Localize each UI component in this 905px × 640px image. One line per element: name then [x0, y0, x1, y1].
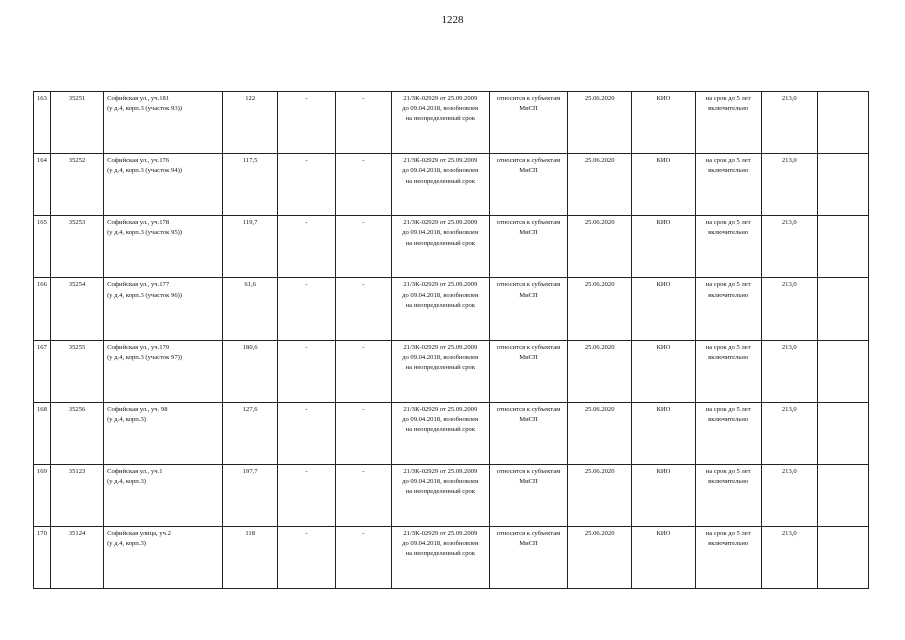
- smsp-status-text: относится к субъектам: [496, 95, 561, 102]
- table-row: [34, 216, 869, 278]
- lease-document-cell: [391, 216, 489, 278]
- smsp-status-cell: [489, 526, 568, 588]
- address-text: (у д.4, корп.3): [107, 477, 146, 485]
- empty-field-1-cell: [278, 340, 335, 402]
- organization-text: КИО: [656, 95, 671, 102]
- lease-document-cell: [391, 402, 489, 464]
- area-cell: [223, 402, 278, 464]
- empty-field-2-text: -: [362, 343, 365, 351]
- empty-field-1-cell: [278, 526, 335, 588]
- address-text: Софийская ул., уч.176: [107, 157, 170, 165]
- decision-date-cell: [568, 216, 632, 278]
- address-cell: [104, 340, 223, 402]
- rate-value-text: 213,0: [781, 343, 797, 351]
- lease-term-text: на срок до 5 лет: [705, 467, 751, 475]
- lease-document-text: до 09.04.2018, возобновлен: [402, 167, 479, 175]
- rate-value-cell: [761, 92, 817, 154]
- empty-field-2-cell: [335, 402, 391, 464]
- object-code-text: 35254: [68, 281, 86, 289]
- empty-field-2-text: -: [362, 219, 365, 227]
- organization-cell: [632, 402, 696, 464]
- smsp-status-cell: [489, 92, 568, 154]
- organization-text: КИО: [656, 281, 671, 289]
- lease-term-text: включительно: [708, 540, 749, 548]
- table-row: [34, 340, 869, 402]
- empty-field-2-text: -: [362, 529, 365, 537]
- address-cell: [104, 216, 223, 278]
- address-text: Софийская ул., уч.177: [107, 281, 170, 289]
- address-cell: [104, 278, 223, 340]
- row-number-cell: [34, 526, 51, 588]
- decision-date-cell: [568, 154, 632, 216]
- object-code-cell: [50, 464, 103, 526]
- lease-document-text: 21/ЗК-02929 от 25.09.2009: [403, 157, 478, 165]
- rate-value-cell: [761, 526, 817, 588]
- lease-document-text: до 09.04.2018, возобновлен: [402, 477, 479, 485]
- extra-column-cell: [817, 154, 868, 216]
- smsp-status-text: относится к субъектам: [496, 157, 561, 165]
- area-cell: [223, 464, 278, 526]
- table-row: [34, 92, 869, 154]
- empty-field-1-cell: [278, 464, 335, 526]
- row-number-text: 169: [37, 467, 47, 475]
- object-code-cell: [50, 340, 103, 402]
- row-number-cell: [34, 464, 51, 526]
- lease-document-text: на неопределенный срок: [405, 426, 476, 434]
- area-cell: [223, 340, 278, 402]
- lease-document-cell: [391, 154, 489, 216]
- object-code-cell: [50, 216, 103, 278]
- smsp-status-cell: [489, 464, 568, 526]
- row-number-cell: [34, 92, 51, 154]
- rate-value-text: 213,0: [781, 281, 797, 289]
- smsp-status-cell: [489, 216, 568, 278]
- decision-date-text: 25.06.2020: [584, 343, 615, 351]
- empty-field-2-text: -: [362, 467, 365, 475]
- lease-term-text: включительно: [708, 167, 749, 175]
- area-text: 127,6: [242, 405, 258, 413]
- lease-document-text: до 09.04.2018, возобновлен: [402, 540, 479, 548]
- address-cell: [104, 154, 223, 216]
- empty-field-2-cell: [335, 340, 391, 402]
- table-row: [34, 526, 869, 588]
- lease-document-text: на неопределенный срок: [405, 488, 476, 496]
- smsp-status-text: относится к субъектам: [496, 405, 561, 413]
- lease-term-text: включительно: [708, 105, 749, 113]
- empty-field-2-text: -: [362, 95, 365, 102]
- rate-value-cell: [761, 402, 817, 464]
- rate-value-cell: [761, 216, 817, 278]
- rate-value-cell: [761, 154, 817, 216]
- lease-term-cell: [695, 278, 761, 340]
- lease-document-text: 21/ЗК-02929 от 25.09.2009: [403, 405, 478, 413]
- object-code-cell: [50, 526, 103, 588]
- decision-date-text: 25.06.2020: [584, 95, 615, 102]
- lease-term-text: на срок до 5 лет: [705, 281, 751, 289]
- area-cell: [223, 216, 278, 278]
- decision-date-cell: [568, 92, 632, 154]
- decision-date-text: 25.06.2020: [584, 157, 615, 165]
- extra-column-cell: [817, 402, 868, 464]
- address-text: Софийская ул., уч.1: [107, 467, 163, 475]
- extra-column-cell: [817, 92, 868, 154]
- lease-document-cell: [391, 92, 489, 154]
- lease-term-text: на срок до 5 лет: [705, 95, 751, 102]
- rate-value-text: 213,0: [781, 467, 797, 475]
- lease-term-cell: [695, 216, 761, 278]
- lease-term-cell: [695, 154, 761, 216]
- organization-text: КИО: [656, 467, 671, 475]
- extra-column-cell: [817, 216, 868, 278]
- object-code-text: 35252: [68, 157, 86, 165]
- row-number-text: 170: [37, 529, 47, 537]
- rate-value-text: 213,0: [781, 157, 797, 165]
- decision-date-text: 25.06.2020: [584, 529, 615, 537]
- organization-cell: [632, 464, 696, 526]
- empty-field-1-cell: [278, 278, 335, 340]
- organization-cell: [632, 526, 696, 588]
- object-code-text: 35124: [68, 529, 86, 537]
- lease-term-text: на срок до 5 лет: [705, 219, 751, 227]
- empty-field-1-cell: [278, 216, 335, 278]
- lease-term-cell: [695, 92, 761, 154]
- area-text: 180,6: [242, 343, 258, 351]
- lease-document-text: на неопределенный срок: [405, 550, 476, 558]
- organization-text: КИО: [656, 405, 671, 413]
- lease-term-cell: [695, 526, 761, 588]
- area-text: 118: [245, 529, 255, 537]
- lease-document-text: до 09.04.2018, возобновлен: [402, 353, 479, 361]
- empty-field-2-cell: [335, 526, 391, 588]
- empty-field-2-text: -: [362, 281, 365, 289]
- area-cell: [223, 278, 278, 340]
- object-code-cell: [50, 402, 103, 464]
- address-text: Софийская улица, уч.2: [107, 529, 171, 537]
- address-cell: [104, 402, 223, 464]
- lease-document-text: на неопределенный срок: [405, 363, 476, 371]
- area-cell: [223, 154, 278, 216]
- empty-field-1-cell: [278, 92, 335, 154]
- area-text: 197,7: [242, 467, 258, 475]
- address-text: (у д.4, корп.3): [107, 540, 146, 548]
- row-number-cell: [34, 340, 51, 402]
- empty-field-2-text: -: [362, 405, 365, 413]
- lease-document-cell: [391, 464, 489, 526]
- smsp-status-cell: [489, 154, 568, 216]
- object-code-cell: [50, 278, 103, 340]
- address-cell: [104, 464, 223, 526]
- address-text: (у д.4, корп.3 (участок 97)): [107, 353, 183, 361]
- lease-term-text: на срок до 5 лет: [705, 405, 751, 413]
- smsp-status-text: МиСП: [519, 540, 538, 548]
- lease-document-cell: [391, 526, 489, 588]
- smsp-status-text: МиСП: [519, 105, 538, 113]
- empty-field-2-cell: [335, 278, 391, 340]
- area-text: 117,5: [242, 157, 258, 165]
- lease-document-text: 21/ЗК-02929 от 25.09.2009: [403, 343, 478, 351]
- lease-document-text: на неопределенный срок: [405, 239, 476, 247]
- organization-cell: [632, 216, 696, 278]
- address-text: (у д.4, корп.3 (участок 95)): [107, 229, 183, 237]
- row-number-cell: [34, 154, 51, 216]
- lease-document-text: на неопределенный срок: [405, 115, 476, 123]
- extra-column-cell: [817, 464, 868, 526]
- lease-document-text: 21/ЗК-02929 от 25.09.2009: [403, 281, 478, 289]
- smsp-status-text: относится к субъектам: [496, 281, 561, 289]
- organization-cell: [632, 340, 696, 402]
- lease-document-text: на неопределенный срок: [405, 301, 476, 309]
- lease-term-text: включительно: [708, 477, 749, 485]
- rate-value-text: 213,0: [781, 219, 797, 227]
- decision-date-cell: [568, 278, 632, 340]
- lease-document-text: до 09.04.2018, возобновлен: [402, 229, 479, 237]
- empty-field-1-text: -: [305, 467, 308, 475]
- lease-term-cell: [695, 464, 761, 526]
- lease-document-text: 21/ЗК-02929 от 25.09.2009: [403, 467, 478, 475]
- row-number-text: 163: [37, 95, 47, 102]
- empty-field-1-text: -: [305, 157, 308, 165]
- area-text: 61,6: [244, 281, 256, 289]
- smsp-status-text: МиСП: [519, 229, 538, 237]
- area-cell: [223, 92, 278, 154]
- empty-field-1-text: -: [305, 95, 308, 102]
- organization-cell: [632, 92, 696, 154]
- row-number-cell: [34, 216, 51, 278]
- lease-term-text: на срок до 5 лет: [705, 529, 751, 537]
- smsp-status-cell: [489, 340, 568, 402]
- lease-term-text: на срок до 5 лет: [705, 157, 751, 165]
- organization-text: КИО: [656, 157, 671, 165]
- empty-field-2-cell: [335, 92, 391, 154]
- address-text: (у д.4, корп.3): [107, 415, 146, 423]
- empty-field-1-text: -: [305, 529, 308, 537]
- lease-term-text: на срок до 5 лет: [705, 343, 751, 351]
- empty-field-2-cell: [335, 464, 391, 526]
- organization-cell: [632, 154, 696, 216]
- object-code-text: 35123: [68, 467, 86, 475]
- address-cell: [104, 526, 223, 588]
- lease-term-text: включительно: [708, 229, 749, 237]
- lease-document-cell: [391, 340, 489, 402]
- address-text: Софийская ул., уч.178: [107, 219, 170, 227]
- smsp-status-text: относится к субъектам: [496, 219, 561, 227]
- registry-table: [33, 91, 869, 589]
- area-cell: [223, 526, 278, 588]
- lease-document-text: до 09.04.2018, возобновлен: [402, 415, 479, 423]
- smsp-status-text: МиСП: [519, 291, 538, 299]
- row-number-text: 164: [37, 157, 47, 165]
- extra-column-cell: [817, 340, 868, 402]
- smsp-status-cell: [489, 402, 568, 464]
- object-code-text: 35256: [68, 405, 86, 413]
- organization-text: КИО: [656, 343, 671, 351]
- decision-date-text: 25.06.2020: [584, 405, 615, 413]
- lease-term-cell: [695, 402, 761, 464]
- smsp-status-text: МиСП: [519, 167, 538, 175]
- table-row: [34, 278, 869, 340]
- organization-cell: [632, 278, 696, 340]
- address-cell: [104, 92, 223, 154]
- rate-value-cell: [761, 278, 817, 340]
- decision-date-cell: [568, 464, 632, 526]
- rate-value-text: 213,0: [781, 405, 797, 413]
- row-number-text: 168: [37, 405, 47, 413]
- address-text: Софийская ул., уч.179: [107, 343, 170, 351]
- empty-field-2-cell: [335, 154, 391, 216]
- lease-document-text: 21/ЗК-02929 от 25.09.2009: [403, 529, 478, 537]
- decision-date-text: 25.06.2020: [584, 281, 615, 289]
- object-code-cell: [50, 92, 103, 154]
- row-number-cell: [34, 402, 51, 464]
- lease-document-text: 21/ЗК-02929 от 25.09.2009: [403, 95, 478, 102]
- page-number: 1228: [441, 14, 464, 26]
- address-text: Софийская ул., уч. 98: [107, 405, 168, 413]
- row-number-text: 165: [37, 219, 47, 227]
- smsp-status-text: относится к субъектам: [496, 529, 561, 537]
- lease-term-cell: [695, 340, 761, 402]
- area-text: 122: [245, 95, 256, 102]
- lease-term-text: включительно: [708, 415, 749, 423]
- lease-document-text: до 09.04.2018, возобновлен: [402, 105, 479, 113]
- address-text: (у д.4, корп.3 (участок 96)): [107, 291, 183, 299]
- empty-field-1-cell: [278, 402, 335, 464]
- table-row: [34, 402, 869, 464]
- decision-date-cell: [568, 526, 632, 588]
- address-text: Софийская ул., уч.181: [107, 95, 170, 102]
- lease-document-text: до 09.04.2018, возобновлен: [402, 291, 479, 299]
- row-number-cell: [34, 278, 51, 340]
- rate-value-text: 213,0: [781, 529, 797, 537]
- smsp-status-text: относится к субъектам: [496, 467, 561, 475]
- empty-field-2-cell: [335, 216, 391, 278]
- empty-field-1-cell: [278, 154, 335, 216]
- lease-document-text: на неопределенный срок: [405, 177, 476, 185]
- object-code-text: 35253: [68, 219, 86, 227]
- decision-date-text: 25.06.2020: [584, 219, 615, 227]
- rate-value-cell: [761, 464, 817, 526]
- table-row: [34, 464, 869, 526]
- lease-document-cell: [391, 278, 489, 340]
- smsp-status-text: МиСП: [519, 353, 538, 361]
- table-row: [34, 154, 869, 216]
- address-text: (у д.4, корп.3 (участок 93)): [107, 105, 183, 113]
- smsp-status-text: МиСП: [519, 415, 538, 423]
- decision-date-text: 25.06.2020: [584, 467, 615, 475]
- empty-field-1-text: -: [305, 405, 308, 413]
- rate-value-cell: [761, 340, 817, 402]
- empty-field-1-text: -: [305, 343, 308, 351]
- extra-column-cell: [817, 278, 868, 340]
- empty-field-1-text: -: [305, 219, 308, 227]
- lease-term-text: включительно: [708, 353, 749, 361]
- decision-date-cell: [568, 402, 632, 464]
- lease-term-text: включительно: [708, 291, 749, 299]
- empty-field-2-text: -: [362, 157, 365, 165]
- empty-field-1-text: -: [305, 281, 308, 289]
- area-text: 119,7: [242, 219, 258, 227]
- rate-value-text: 213,0: [781, 95, 797, 102]
- lease-document-text: 21/ЗК-02929 от 25.09.2009: [403, 219, 478, 227]
- smsp-status-text: относится к субъектам: [496, 343, 561, 351]
- address-text: (у д.4, корп.3 (участок 94)): [107, 167, 183, 175]
- organization-text: КИО: [656, 219, 671, 227]
- decision-date-cell: [568, 340, 632, 402]
- extra-column-cell: [817, 526, 868, 588]
- organization-text: КИО: [656, 529, 671, 537]
- smsp-status-cell: [489, 278, 568, 340]
- object-code-text: 35255: [68, 343, 86, 351]
- row-number-text: 167: [37, 343, 47, 351]
- smsp-status-text: МиСП: [519, 477, 538, 485]
- object-code-text: 35251: [68, 95, 86, 102]
- row-number-text: 166: [37, 281, 47, 289]
- object-code-cell: [50, 154, 103, 216]
